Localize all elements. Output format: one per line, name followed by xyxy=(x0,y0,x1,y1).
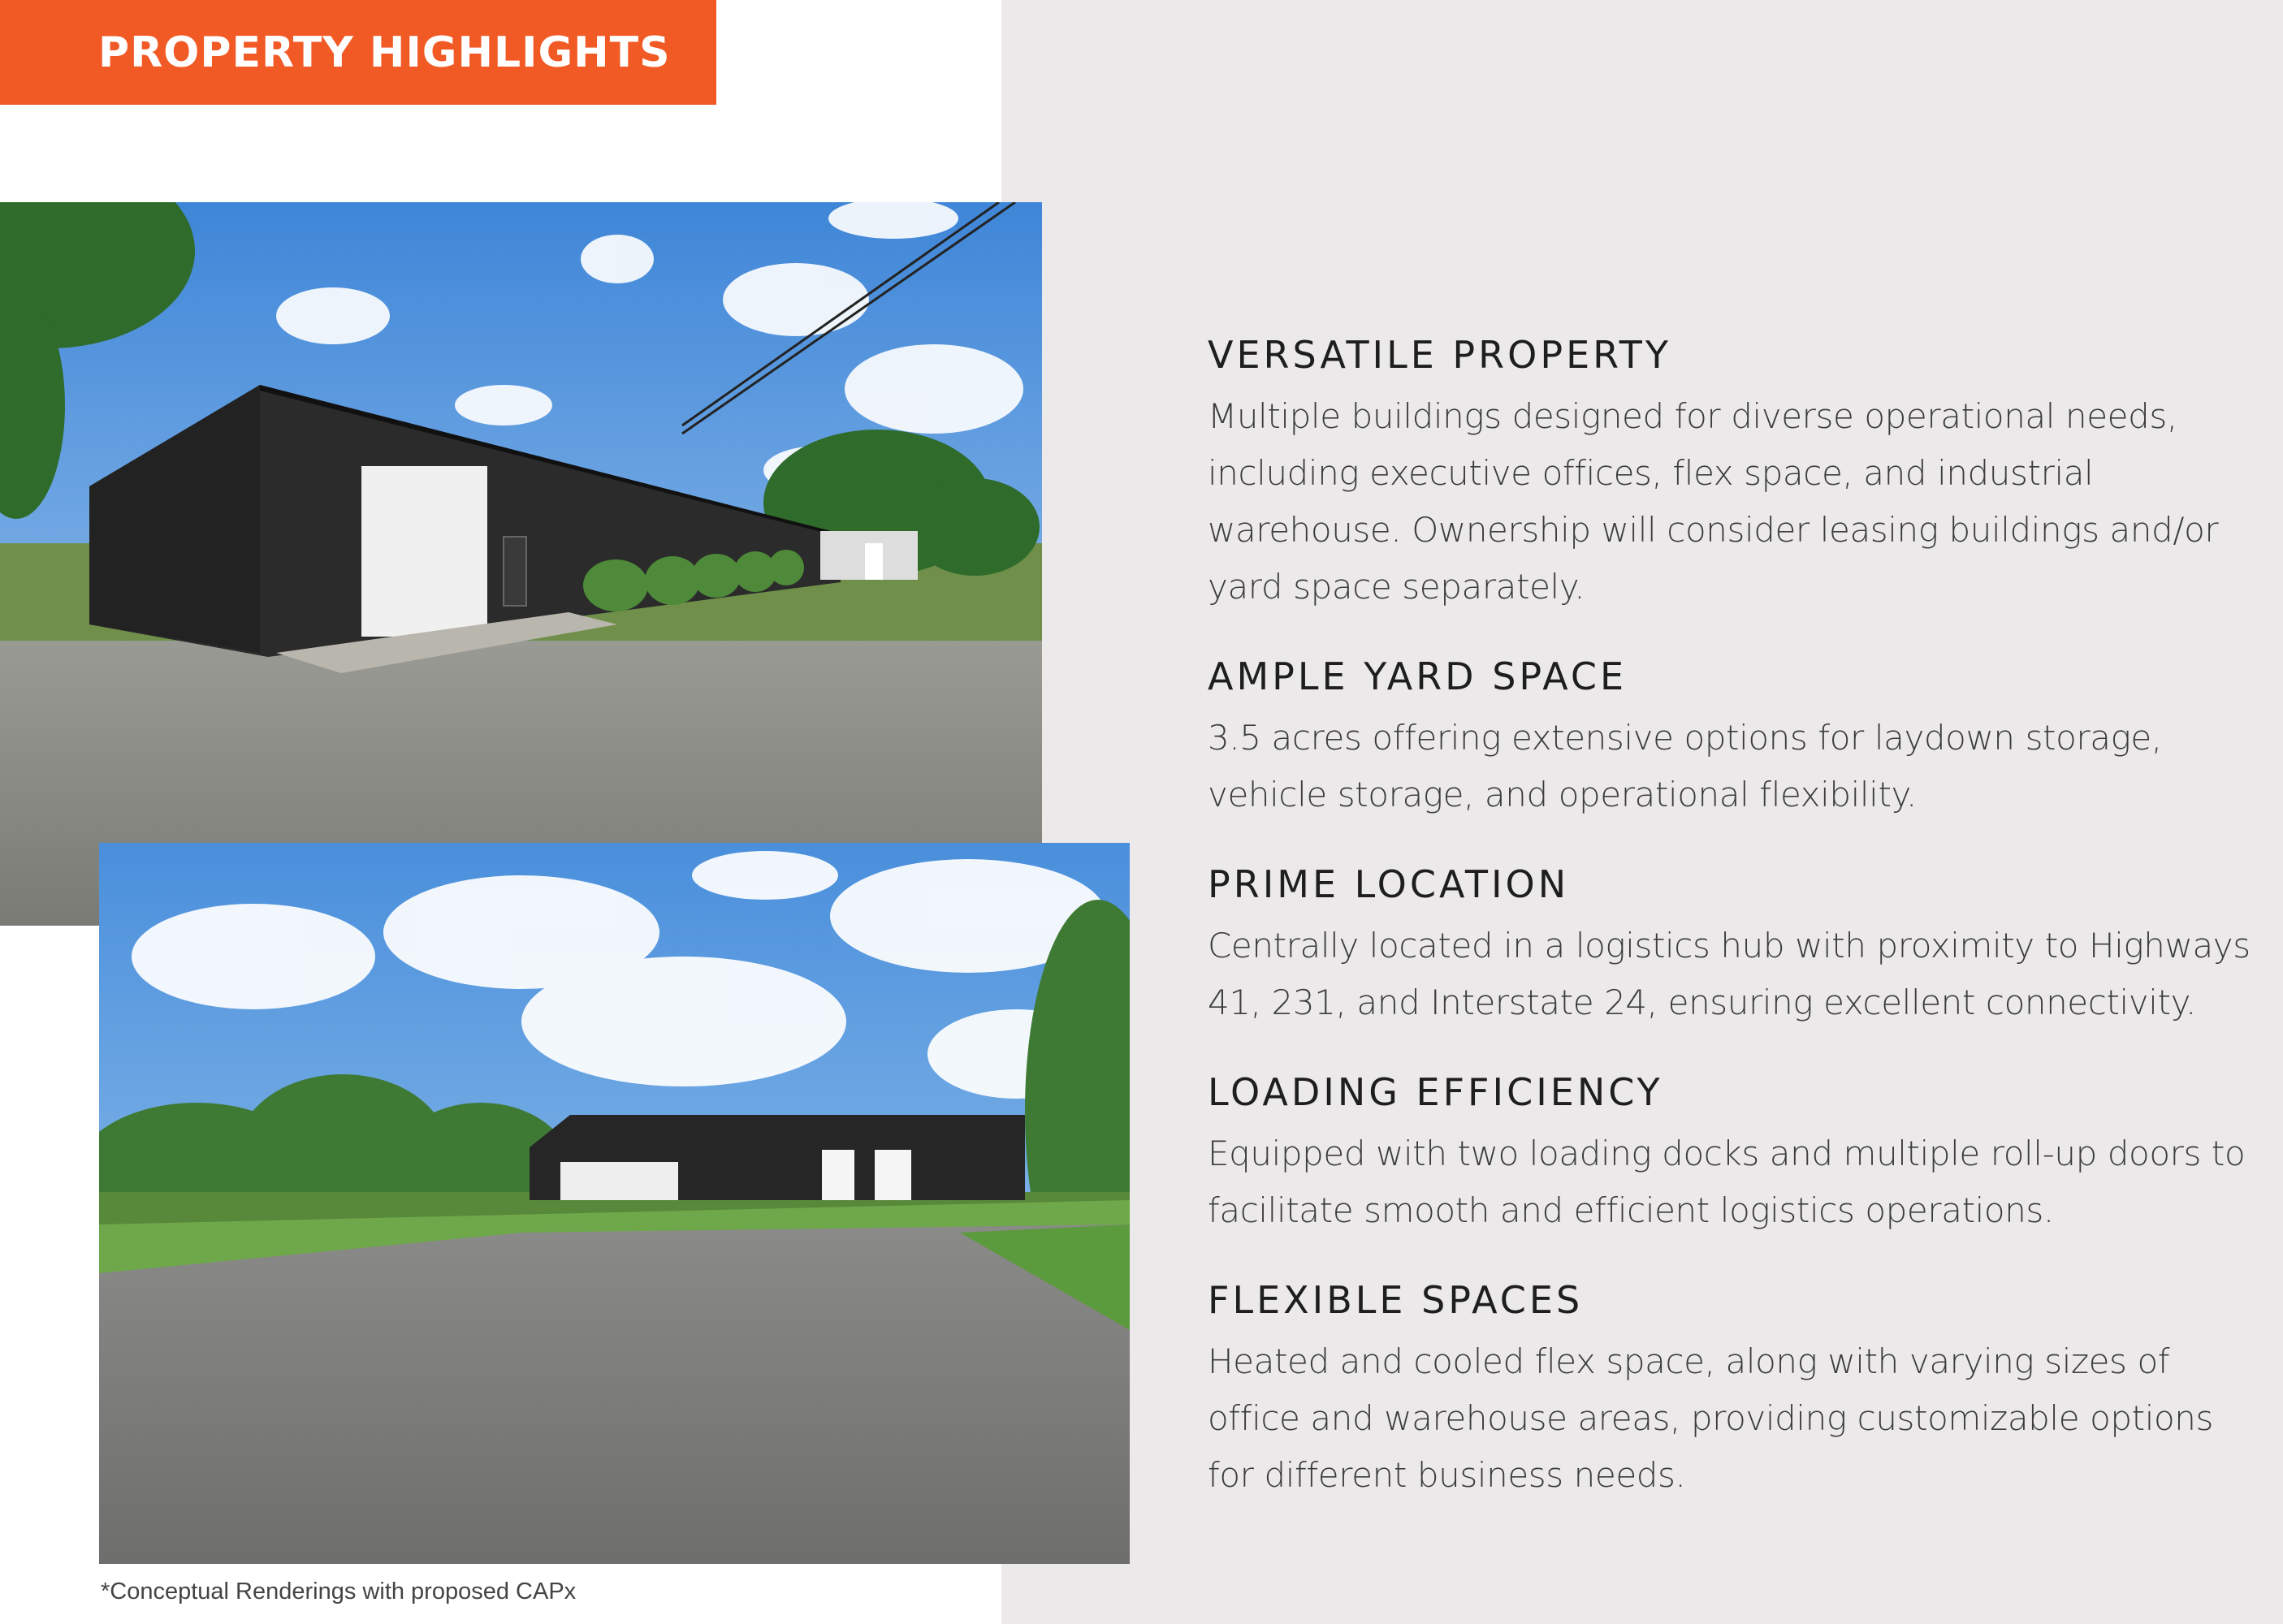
highlight-title: PRIME LOCATION xyxy=(1208,862,1570,906)
highlight-title: VERSATILE PROPERTY xyxy=(1208,333,1671,377)
page-title: PROPERTY HIGHLIGHTS xyxy=(98,28,671,77)
highlight-text: Centrally located in a logistics hub with proximity to Highways 41, 231, and Interstate 24, ensuring excellent connectivity. xyxy=(1208,926,2251,1022)
photo-caption: *Conceptual Renderings with proposed CAPx xyxy=(101,1579,577,1605)
highlight-ample-yard-space xyxy=(1208,654,2264,823)
highlight-versatile-property xyxy=(1208,333,2264,615)
highlights-list xyxy=(1208,333,2264,1543)
highlight-text: 3.5 acres offering extensive options for laydown storage, vehicle storage, and operational flexibility. xyxy=(1208,718,2162,814)
highlight-text: Multiple buildings designed for diverse operational needs, including executive offices, flex space, and industrial warehouse. Ownership will consider leasing buildings and/or yard space separately. xyxy=(1208,396,2219,607)
highlight-prime-location xyxy=(1208,862,2264,1031)
highlight-flexible-spaces xyxy=(1208,1278,2264,1504)
highlight-title: AMPLE YARD SPACE xyxy=(1208,654,1628,698)
highlight-title: LOADING EFFICIENCY xyxy=(1208,1070,1663,1114)
highlight-loading-efficiency xyxy=(1208,1070,2264,1239)
highlight-title: FLEXIBLE SPACES xyxy=(1208,1278,1584,1322)
highlight-text: Equipped with two loading docks and multiple roll-up doors to facilitate smooth and efficient logistics operations. xyxy=(1208,1134,2246,1230)
photo-warehouse-gravel-lot xyxy=(0,202,1042,926)
highlight-text: Heated and cooled flex space, along with varying sizes of office and warehouse areas, providing customizable options for different business needs. xyxy=(1208,1341,2213,1495)
photo-warehouse-paved-lot xyxy=(99,843,1130,1564)
header-banner xyxy=(0,0,716,105)
